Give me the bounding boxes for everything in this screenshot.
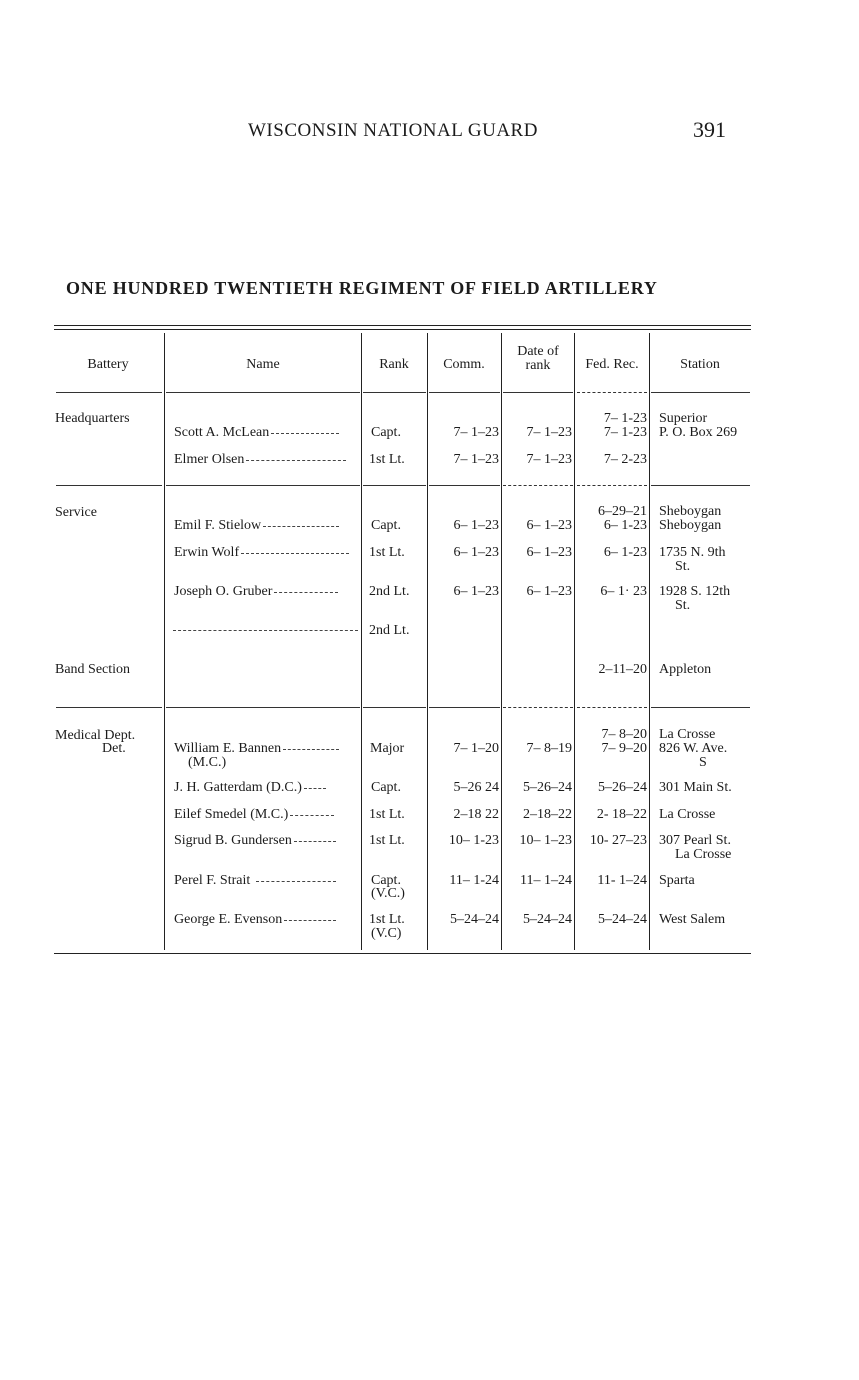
station-cell: 1735 N. 9th xyxy=(659,545,726,560)
dot-leader xyxy=(290,815,334,816)
fed-rec-cell: 7– 2-23 xyxy=(603,452,647,467)
name-cell: Scott A. McLean xyxy=(174,425,270,440)
fed-rec-cell: 11- 1–24 xyxy=(597,873,647,888)
dot-leader xyxy=(274,592,338,593)
station-cell: Appleton xyxy=(659,662,712,677)
column-divider xyxy=(501,333,502,950)
hq-fed-rec: 7– 1-23 xyxy=(603,411,647,426)
vacant-name-leader xyxy=(173,630,358,631)
station-cell: 301 Main St. xyxy=(659,780,732,795)
station-cell-continued: S xyxy=(699,755,707,770)
name-cell: Sigrud B. Gundersen xyxy=(174,833,292,848)
group-medical-det: Det. xyxy=(102,741,126,756)
row-separator xyxy=(166,392,360,393)
fed-rec-cell: 10- 27–23 xyxy=(589,833,647,848)
fed-rec-cell: 5–26–24 xyxy=(598,780,647,795)
row-separator xyxy=(651,392,750,393)
station-cell: P. O. Box 269 xyxy=(659,425,738,440)
rank-cell: 1st Lt. xyxy=(369,833,405,848)
table-top-rule-2 xyxy=(54,329,751,330)
service-station: Sheboygan xyxy=(659,504,722,519)
comm-cell: 5–24–24 xyxy=(450,912,499,927)
dot-leader xyxy=(256,881,336,882)
row-separator xyxy=(363,392,426,393)
comm-cell: 7– 1–20 xyxy=(453,741,499,756)
dot-leader xyxy=(304,788,326,789)
date-cell: 5–26–24 xyxy=(523,780,572,795)
station-cell: Sheboygan xyxy=(659,518,722,533)
table-top-rule xyxy=(54,325,751,326)
group-headquarters: Headquarters xyxy=(55,411,130,426)
name-cell: Eilef Smedel (M.C.) xyxy=(174,807,289,822)
dot-leader xyxy=(246,460,346,461)
fed-rec-cell: 2–11–20 xyxy=(598,662,647,677)
header-battery: Battery xyxy=(87,357,129,372)
column-divider xyxy=(164,333,165,950)
date-cell: 6– 1–23 xyxy=(526,584,572,599)
header-fed-rec: Fed. Rec. xyxy=(585,357,639,372)
table-bottom-rule xyxy=(54,953,751,954)
comm-cell: 11– 1-24 xyxy=(449,873,499,888)
row-separator xyxy=(166,707,360,708)
date-cell: 2–18–22 xyxy=(523,807,572,822)
fed-rec-cell: 2- 18–22 xyxy=(596,807,647,822)
row-separator xyxy=(56,707,162,708)
comm-cell: 7– 1–23 xyxy=(453,452,499,467)
dot-leader xyxy=(263,526,339,527)
station-cell: 307 Pearl St. xyxy=(659,833,731,848)
dot-leader xyxy=(294,841,336,842)
fed-rec-cell: 6– 1-23 xyxy=(603,545,647,560)
row-separator xyxy=(429,707,500,708)
rank-cell-continued: (V.C.) xyxy=(371,886,405,901)
name-cell-continued: (M.C.) xyxy=(188,755,227,770)
date-cell: 11– 1–24 xyxy=(520,873,572,888)
rank-cell: 1st Lt. xyxy=(369,807,405,822)
rank-cell: Major xyxy=(370,741,405,756)
group-medical-dept: Medical Dept. xyxy=(55,728,136,743)
row-separator xyxy=(56,392,162,393)
header-station: Station xyxy=(680,357,720,372)
rank-cell: 1st Lt. xyxy=(369,545,405,560)
comm-cell: 7– 1–23 xyxy=(453,425,499,440)
fed-rec-cell: 7– 9–20 xyxy=(601,741,647,756)
name-cell: Joseph O. Gruber xyxy=(174,584,273,599)
station-cell: 826 W. Ave. xyxy=(659,741,728,756)
station-cell-continued: St. xyxy=(675,598,691,613)
row-separator xyxy=(651,707,750,708)
name-cell: William E. Bannen xyxy=(174,741,282,756)
row-separator xyxy=(577,485,647,486)
header-date-of-rank-2: rank xyxy=(525,358,551,373)
fed-rec-cell: 7– 1-23 xyxy=(603,425,647,440)
comm-cell: 6– 1–23 xyxy=(453,518,499,533)
header-comm: Comm. xyxy=(443,357,485,372)
fed-rec-cell: 6– 1· 23 xyxy=(600,584,647,599)
row-separator xyxy=(166,485,360,486)
group-band-section: Band Section xyxy=(55,662,131,677)
row-separator xyxy=(503,707,573,708)
fed-rec-cell: 6– 1-23 xyxy=(603,518,647,533)
medical-fed-rec: 7– 8–20 xyxy=(601,727,647,742)
station-cell: La Crosse xyxy=(659,807,716,822)
group-service: Service xyxy=(55,505,97,520)
row-separator xyxy=(577,707,647,708)
hq-station: Superior xyxy=(659,411,708,426)
row-separator xyxy=(429,392,500,393)
row-separator xyxy=(503,485,573,486)
dot-leader xyxy=(284,920,336,921)
row-separator xyxy=(56,485,162,486)
running-head-title: WISCONSIN NATIONAL GUARD xyxy=(248,120,538,141)
rank-cell-continued: (V.C) xyxy=(371,926,402,941)
rank-cell: 1st Lt. xyxy=(369,452,405,467)
comm-cell: 5–26 24 xyxy=(453,780,499,795)
comm-cell: 6– 1–23 xyxy=(453,584,499,599)
rank-cell: Capt. xyxy=(371,425,401,440)
date-cell: 5–24–24 xyxy=(523,912,572,927)
comm-cell: 2–18 22 xyxy=(453,807,499,822)
date-cell: 7– 1–23 xyxy=(526,425,572,440)
rank-cell: Capt. xyxy=(371,518,401,533)
date-cell: 7– 8–19 xyxy=(526,741,572,756)
header-name: Name xyxy=(246,357,280,372)
row-separator xyxy=(429,485,500,486)
fed-rec-cell: 5–24–24 xyxy=(598,912,647,927)
date-cell: 7– 1–23 xyxy=(526,452,572,467)
dot-leader xyxy=(283,749,339,750)
page-number: 391 xyxy=(693,117,726,142)
column-divider xyxy=(574,333,575,950)
service-fed-rec: 6–29–21 xyxy=(598,504,647,519)
column-divider xyxy=(649,333,650,950)
name-cell: Elmer Olsen xyxy=(174,452,245,467)
column-divider xyxy=(361,333,362,950)
section-title: ONE HUNDRED TWENTIETH REGIMENT OF FIELD ARTILLERY xyxy=(66,278,658,298)
header-rank: Rank xyxy=(379,357,409,372)
name-cell: George E. Evenson xyxy=(174,912,283,927)
column-divider xyxy=(427,333,428,950)
dot-leader xyxy=(271,433,339,434)
name-cell: Erwin Wolf xyxy=(174,545,240,560)
running-head xyxy=(0,117,859,144)
rank-cell: 1st Lt. xyxy=(369,912,405,927)
name-cell: Perel F. Strait xyxy=(174,873,251,888)
date-cell: 6– 1–23 xyxy=(526,518,572,533)
station-cell: Sparta xyxy=(659,873,695,888)
name-cell: J. H. Gatterdam (D.C.) xyxy=(174,780,302,795)
rank-cell: Capt. xyxy=(371,780,401,795)
station-cell-continued: La Crosse xyxy=(675,847,732,862)
header-date-of-rank: Date of xyxy=(517,344,559,359)
name-cell: Emil F. Stielow xyxy=(174,518,262,533)
row-separator xyxy=(651,485,750,486)
row-separator xyxy=(577,392,647,393)
row-separator xyxy=(363,707,426,708)
medical-station: La Crosse xyxy=(659,727,716,742)
dot-leader xyxy=(241,553,349,554)
date-cell: 10– 1–23 xyxy=(519,833,572,848)
rank-cell: Capt. xyxy=(371,873,401,888)
rank-cell: 2nd Lt. xyxy=(369,623,410,638)
comm-cell: 6– 1–23 xyxy=(453,545,499,560)
comm-cell: 10– 1-23 xyxy=(448,833,499,848)
row-separator xyxy=(363,485,426,486)
station-cell-continued: St. xyxy=(675,559,691,574)
station-cell: 1928 S. 12th xyxy=(659,584,731,599)
rank-cell: 2nd Lt. xyxy=(369,584,410,599)
station-cell: West Salem xyxy=(659,912,726,927)
date-cell: 6– 1–23 xyxy=(526,545,572,560)
row-separator xyxy=(503,392,573,393)
